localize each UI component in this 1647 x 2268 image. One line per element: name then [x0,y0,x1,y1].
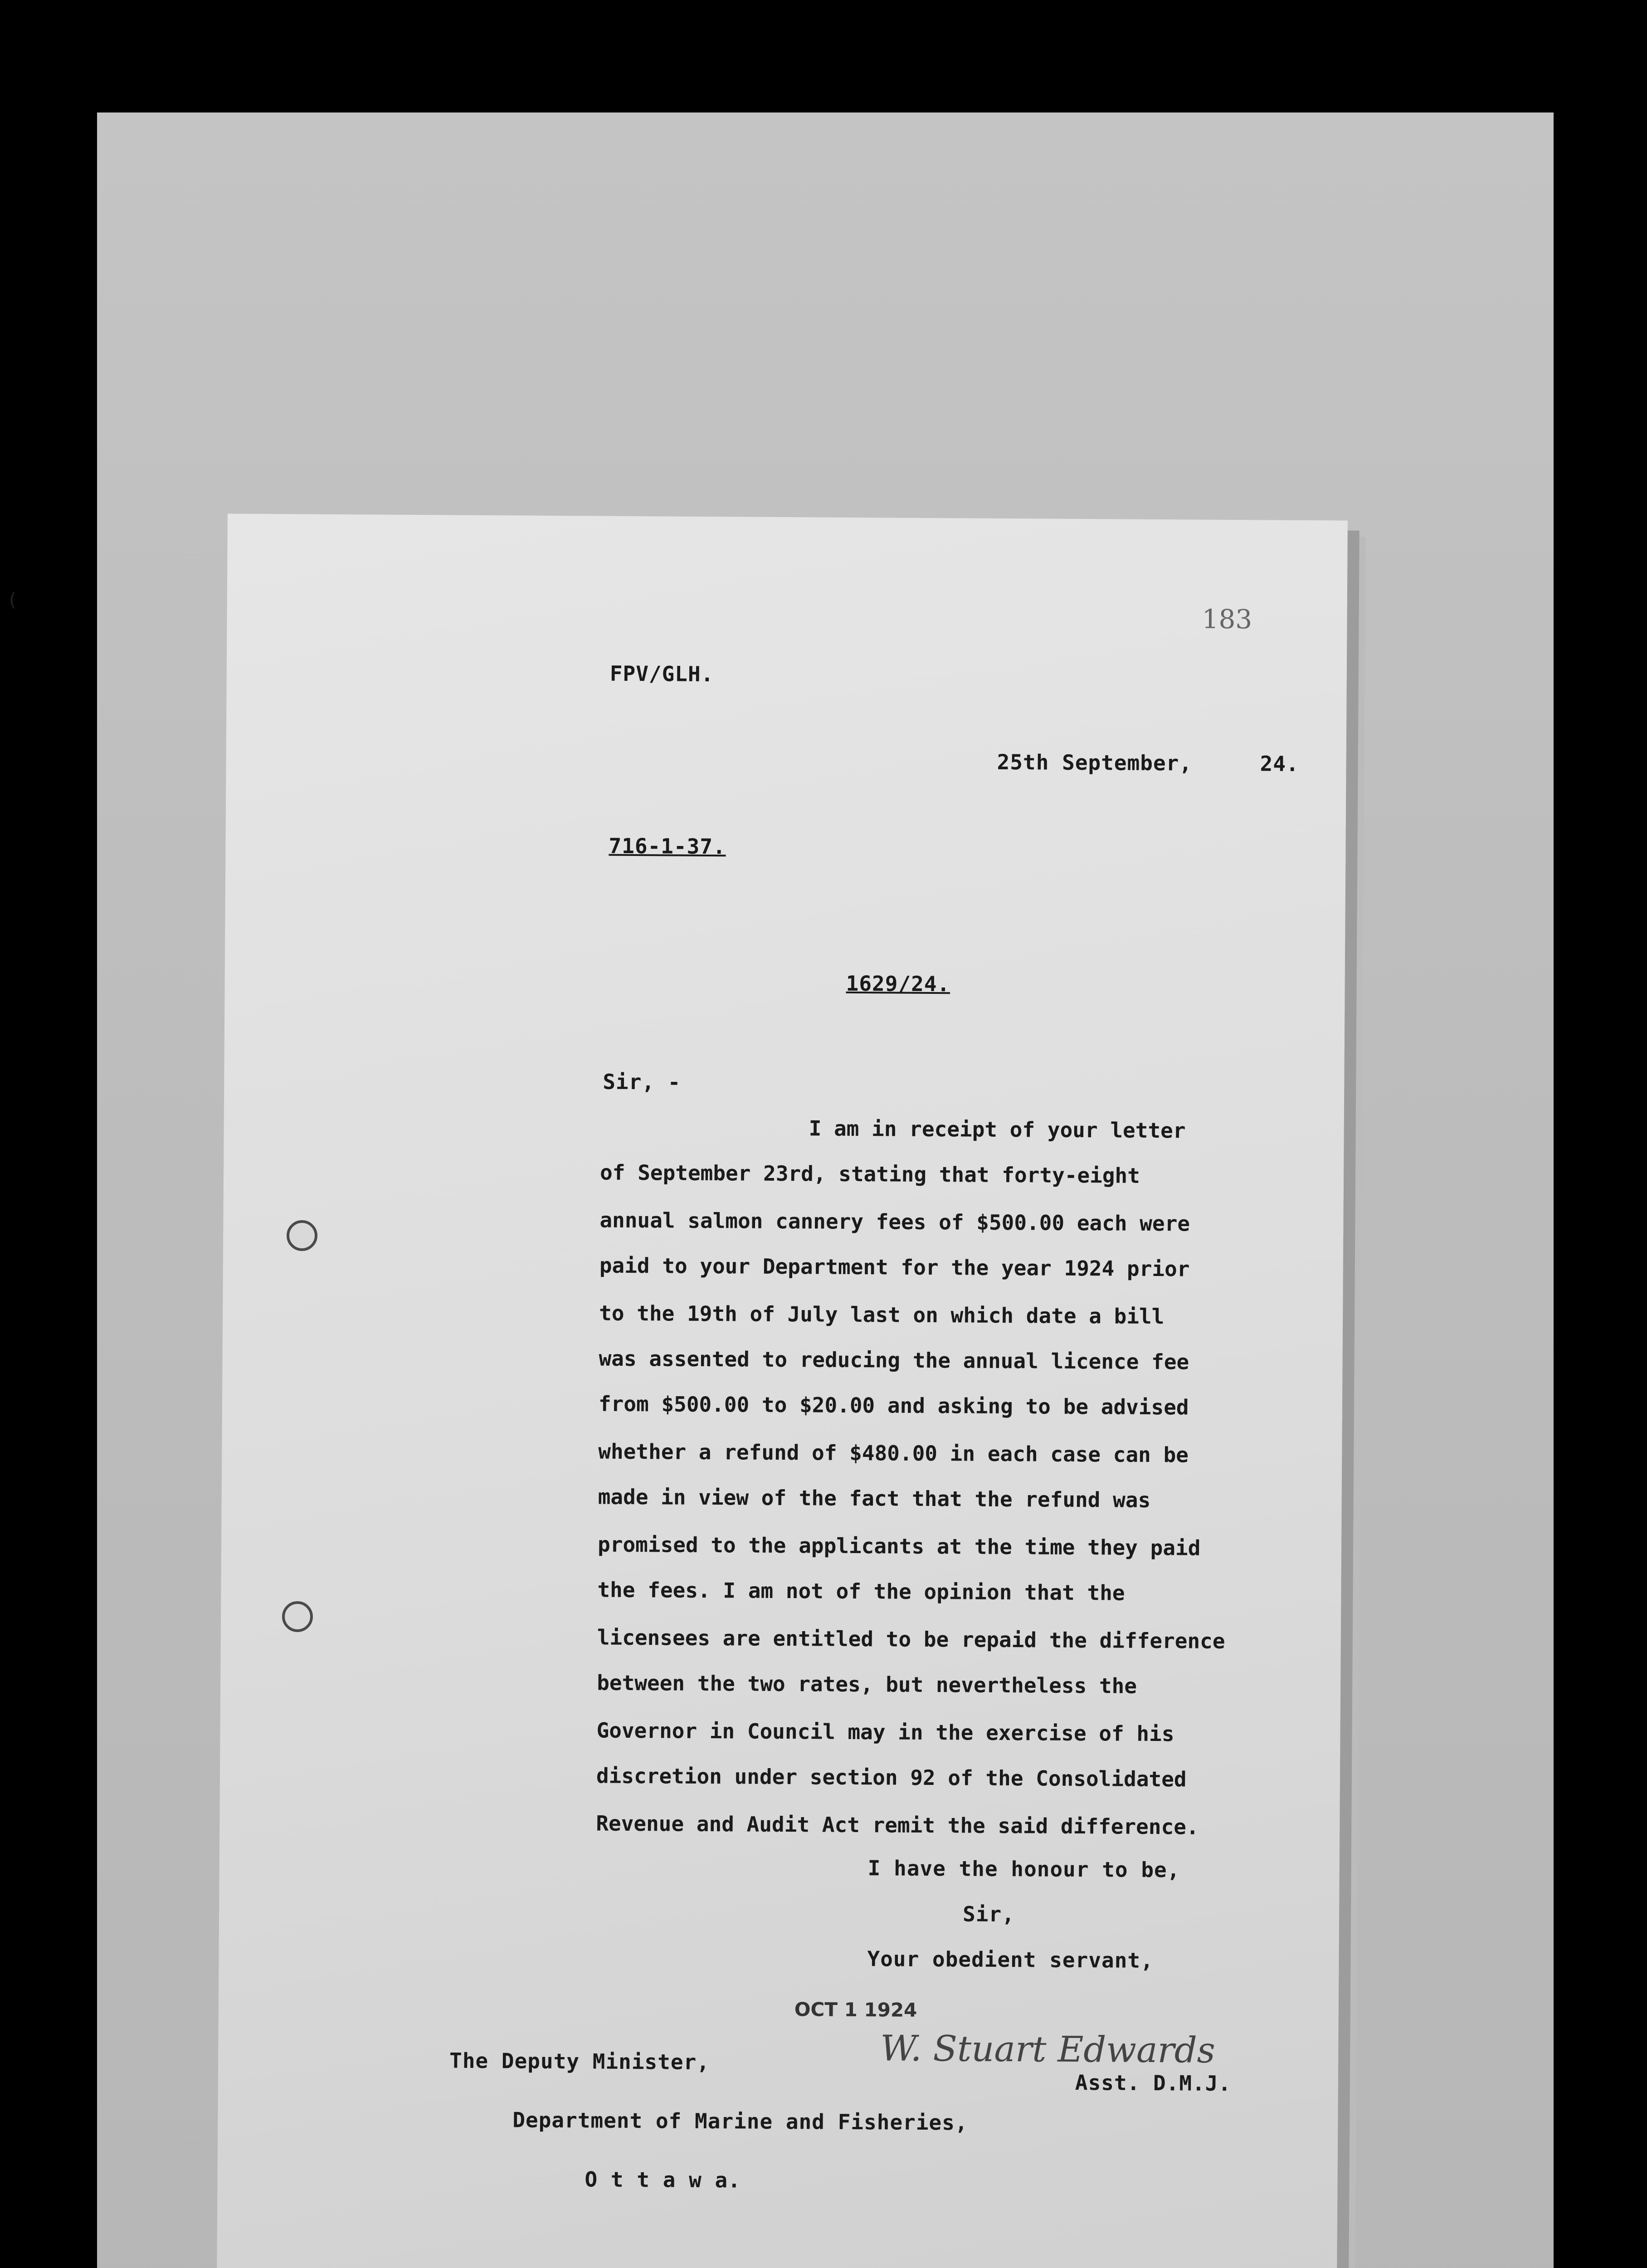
body-line: the fees. I am not of the opinion that the [597,1577,1125,1605]
page-number: 183 [1202,603,1252,635]
closing-line: Sir, [962,1901,1015,1927]
body-line: Governor in Council may in the exercise of his [596,1718,1174,1746]
reference-initials: FPV/GLH. [609,661,714,687]
body-line: was assented to reducing the annual licence fee [599,1346,1189,1374]
body-line: between the two rates, but nevertheless the [597,1670,1137,1698]
body-line: to the 19th of July last on which date a bill [599,1300,1165,1329]
closing-line: Your obedient servant, [867,1946,1154,1973]
recipient-line: The Deputy Minister, [449,2048,710,2075]
body-line: annual salmon cannery fees of $500.00 each were [599,1207,1190,1236]
body-line: I am in receipt of your letter [809,1116,1186,1143]
body-line: paid to your Department for the year 1924 prior [599,1253,1190,1281]
file-number: 716-1-37. [609,833,726,859]
letter-year: 24. [1260,751,1299,776]
punch-hole [287,1220,317,1251]
punch-hole [282,1601,313,1632]
salutation: Sir, - [603,1069,681,1095]
signature: W. Stuart Edwards [880,2028,1216,2071]
body-line: discretion under section 92 of the Consolidated [596,1763,1187,1792]
letter-date: 25th September, [997,749,1193,776]
body-line: Revenue and Audit Act remit the said difference. [596,1811,1199,1839]
letter-page [217,513,1348,2268]
date-stamp: OCT 1 1924 [794,1998,917,2021]
registry-number: 1629/24. [846,971,950,997]
body-line: from $500.00 to $20.00 and asking to be advised [598,1391,1189,1420]
body-line: licensees are entitled to be repaid the difference [597,1625,1225,1653]
body-line: of September 23rd, stating that forty-eight [599,1160,1140,1188]
body-line: made in view of the fact that the refund was [598,1484,1151,1512]
body-line: whether a refund of $480.00 in each case can be [598,1439,1189,1467]
body-line: promised to the applicants at the time they paid [597,1532,1201,1560]
recipient-line: O t t a w a. [585,2167,741,2193]
edge-mark: ( [9,590,16,611]
recipient-line: Department of Marine and Fisheries, [512,2107,968,2135]
closing-line: I have the honour to be, [867,1856,1180,1882]
signatory-title: Asst. D.M.J. [1075,2070,1232,2096]
